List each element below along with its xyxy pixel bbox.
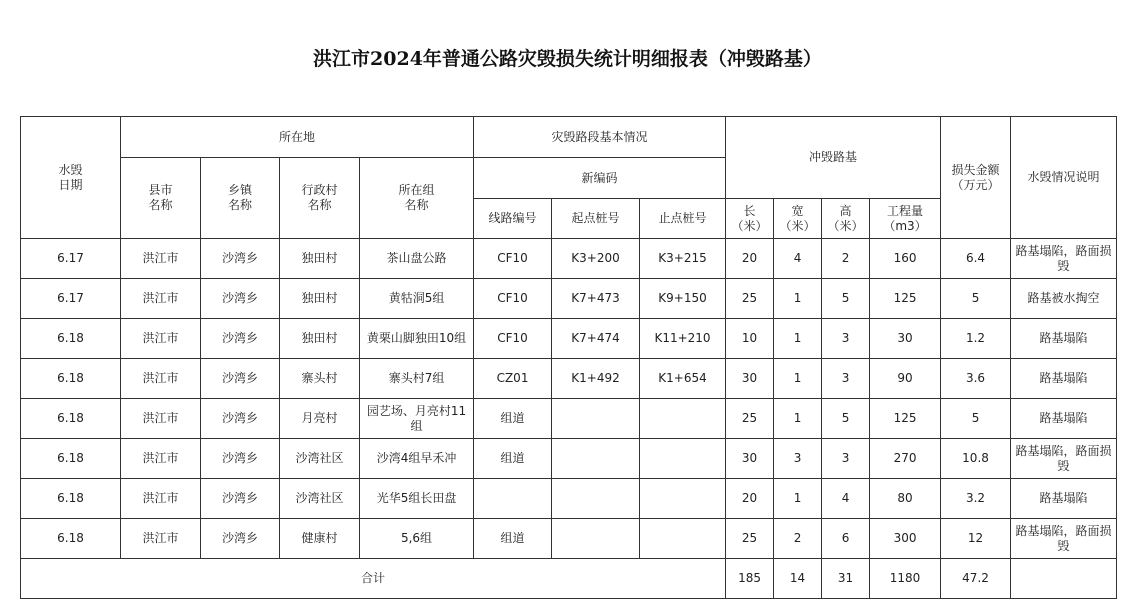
- cell-loss: 10.8: [941, 439, 1011, 479]
- cell-village: 寨头村: [280, 359, 360, 399]
- cell-date: 6.18: [21, 399, 121, 439]
- cell-date: 6.18: [21, 519, 121, 559]
- cell-date: 6.17: [21, 239, 121, 279]
- header-new-code: 新编码: [474, 158, 726, 199]
- header-washout-group: 冲毁路基: [726, 117, 941, 199]
- table-row: [21, 359, 1117, 399]
- header-section-group: 灾毁路段基本情况: [474, 117, 726, 158]
- cell-date: 6.18: [21, 439, 121, 479]
- total-height: 31: [822, 559, 870, 599]
- cell-length: 10: [726, 319, 774, 359]
- cell-start-stake: [552, 439, 640, 479]
- cell-loss: 5: [941, 399, 1011, 439]
- cell-group: 沙湾4组早禾冲: [360, 439, 474, 479]
- cell-township: 沙湾乡: [201, 319, 280, 359]
- cell-start-stake: [552, 399, 640, 439]
- cell-length: 25: [726, 399, 774, 439]
- cell-width: 4: [774, 239, 822, 279]
- table-row: [21, 439, 1117, 479]
- cell-start-stake: [552, 519, 640, 559]
- cell-township: 沙湾乡: [201, 279, 280, 319]
- cell-height: 2: [822, 239, 870, 279]
- cell-description: 路基塌陷，路面损毁: [1011, 239, 1117, 279]
- cell-group: 寨头村7组: [360, 359, 474, 399]
- cell-width: 1: [774, 399, 822, 439]
- table-row: [21, 279, 1117, 319]
- total-loss: 47.2: [941, 559, 1011, 599]
- cell-volume: 125: [870, 279, 941, 319]
- cell-county: 洪江市: [121, 519, 201, 559]
- table-row: [21, 399, 1117, 439]
- cell-township: 沙湾乡: [201, 359, 280, 399]
- cell-end-stake: K11+210: [640, 319, 726, 359]
- cell-group: 黄栗山脚独田10组: [360, 319, 474, 359]
- cell-start-stake: K3+200: [552, 239, 640, 279]
- table-row: [21, 519, 1117, 559]
- cell-loss: 3.6: [941, 359, 1011, 399]
- cell-length: 30: [726, 359, 774, 399]
- cell-village: 独田村: [280, 279, 360, 319]
- header-loss: 损失金额 （万元）: [941, 117, 1011, 239]
- header-volume: 工程量 （m3）: [870, 199, 941, 239]
- cell-width: 1: [774, 319, 822, 359]
- cell-end-stake: [640, 399, 726, 439]
- cell-county: 洪江市: [121, 359, 201, 399]
- cell-volume: 300: [870, 519, 941, 559]
- cell-loss: 6.4: [941, 239, 1011, 279]
- cell-length: 30: [726, 439, 774, 479]
- table-row: [21, 239, 1117, 279]
- total-description: [1011, 559, 1117, 599]
- cell-township: 沙湾乡: [201, 399, 280, 439]
- cell-village: 沙湾社区: [280, 479, 360, 519]
- cell-height: 3: [822, 359, 870, 399]
- cell-village: 月亮村: [280, 399, 360, 439]
- cell-loss: 5: [941, 279, 1011, 319]
- cell-route: 组道: [474, 519, 552, 559]
- cell-end-stake: K1+654: [640, 359, 726, 399]
- cell-length: 25: [726, 519, 774, 559]
- cell-height: 6: [822, 519, 870, 559]
- header-start-stake: 起点桩号: [552, 199, 640, 239]
- cell-volume: 125: [870, 399, 941, 439]
- cell-length: 20: [726, 479, 774, 519]
- cell-start-stake: K7+474: [552, 319, 640, 359]
- header-width: 宽 （米）: [774, 199, 822, 239]
- cell-loss: 12: [941, 519, 1011, 559]
- cell-group: 茶山盘公路: [360, 239, 474, 279]
- cell-county: 洪江市: [121, 319, 201, 359]
- cell-volume: 80: [870, 479, 941, 519]
- header-length: 长 （米）: [726, 199, 774, 239]
- cell-group: 黄牯洞5组: [360, 279, 474, 319]
- cell-date: 6.17: [21, 279, 121, 319]
- cell-route: 组道: [474, 439, 552, 479]
- cell-township: 沙湾乡: [201, 239, 280, 279]
- header-end-stake: 止点桩号: [640, 199, 726, 239]
- table-row: [21, 319, 1117, 359]
- cell-group: 5,6组: [360, 519, 474, 559]
- cell-end-stake: [640, 519, 726, 559]
- cell-county: 洪江市: [121, 239, 201, 279]
- cell-county: 洪江市: [121, 479, 201, 519]
- cell-width: 1: [774, 359, 822, 399]
- header-group: 所在组 名称: [360, 158, 474, 239]
- cell-end-stake: K3+215: [640, 239, 726, 279]
- cell-description: 路基塌陷: [1011, 479, 1117, 519]
- cell-loss: 3.2: [941, 479, 1011, 519]
- cell-county: 洪江市: [121, 279, 201, 319]
- cell-loss: 1.2: [941, 319, 1011, 359]
- cell-village: 沙湾社区: [280, 439, 360, 479]
- cell-description: 路基塌陷，路面损毁: [1011, 519, 1117, 559]
- cell-route: [474, 479, 552, 519]
- header-row-1: [21, 117, 1117, 158]
- cell-date: 6.18: [21, 319, 121, 359]
- header-height: 高 （米）: [822, 199, 870, 239]
- cell-start-stake: [552, 479, 640, 519]
- cell-width: 1: [774, 479, 822, 519]
- cell-end-stake: K9+150: [640, 279, 726, 319]
- cell-length: 20: [726, 239, 774, 279]
- cell-route: CF10: [474, 239, 552, 279]
- total-width: 14: [774, 559, 822, 599]
- cell-group: 园艺场、月亮村11组: [360, 399, 474, 439]
- cell-height: 3: [822, 439, 870, 479]
- header-county: 县市 名称: [121, 158, 201, 239]
- cell-length: 25: [726, 279, 774, 319]
- cell-village: 健康村: [280, 519, 360, 559]
- cell-volume: 160: [870, 239, 941, 279]
- total-label: 合计: [21, 559, 726, 599]
- cell-township: 沙湾乡: [201, 519, 280, 559]
- header-township: 乡镇 名称: [201, 158, 280, 239]
- cell-description: 路基塌陷: [1011, 359, 1117, 399]
- cell-volume: 270: [870, 439, 941, 479]
- table-row: [21, 479, 1117, 519]
- cell-height: 5: [822, 399, 870, 439]
- cell-width: 2: [774, 519, 822, 559]
- report-title: 洪江市2024年普通公路灾毁损失统计明细报表（冲毁路基）: [313, 48, 822, 70]
- damage-report-table: [20, 116, 1117, 599]
- total-row: [21, 559, 1117, 599]
- cell-description: 路基被水掏空: [1011, 279, 1117, 319]
- cell-route: CZ01: [474, 359, 552, 399]
- cell-description: 路基塌陷: [1011, 319, 1117, 359]
- cell-village: 独田村: [280, 239, 360, 279]
- total-length: 185: [726, 559, 774, 599]
- cell-route: CF10: [474, 319, 552, 359]
- header-route: 线路编号: [474, 199, 552, 239]
- cell-township: 沙湾乡: [201, 479, 280, 519]
- cell-description: 路基塌陷，路面损毁: [1011, 439, 1117, 479]
- cell-end-stake: [640, 479, 726, 519]
- header-date: 水毁 日期: [21, 117, 121, 239]
- cell-village: 独田村: [280, 319, 360, 359]
- cell-width: 1: [774, 279, 822, 319]
- cell-start-stake: K7+473: [552, 279, 640, 319]
- cell-township: 沙湾乡: [201, 439, 280, 479]
- cell-county: 洪江市: [121, 439, 201, 479]
- cell-height: 4: [822, 479, 870, 519]
- cell-width: 3: [774, 439, 822, 479]
- total-volume: 1180: [870, 559, 941, 599]
- cell-route: CF10: [474, 279, 552, 319]
- cell-date: 6.18: [21, 359, 121, 399]
- header-description: 水毁情况说明: [1011, 117, 1117, 239]
- header-village: 行政村 名称: [280, 158, 360, 239]
- cell-volume: 90: [870, 359, 941, 399]
- cell-height: 3: [822, 319, 870, 359]
- header-location-group: 所在地: [121, 117, 474, 158]
- cell-county: 洪江市: [121, 399, 201, 439]
- cell-end-stake: [640, 439, 726, 479]
- cell-volume: 30: [870, 319, 941, 359]
- cell-route: 组道: [474, 399, 552, 439]
- cell-description: 路基塌陷: [1011, 399, 1117, 439]
- cell-date: 6.18: [21, 479, 121, 519]
- cell-start-stake: K1+492: [552, 359, 640, 399]
- cell-height: 5: [822, 279, 870, 319]
- cell-group: 光华5组长田盘: [360, 479, 474, 519]
